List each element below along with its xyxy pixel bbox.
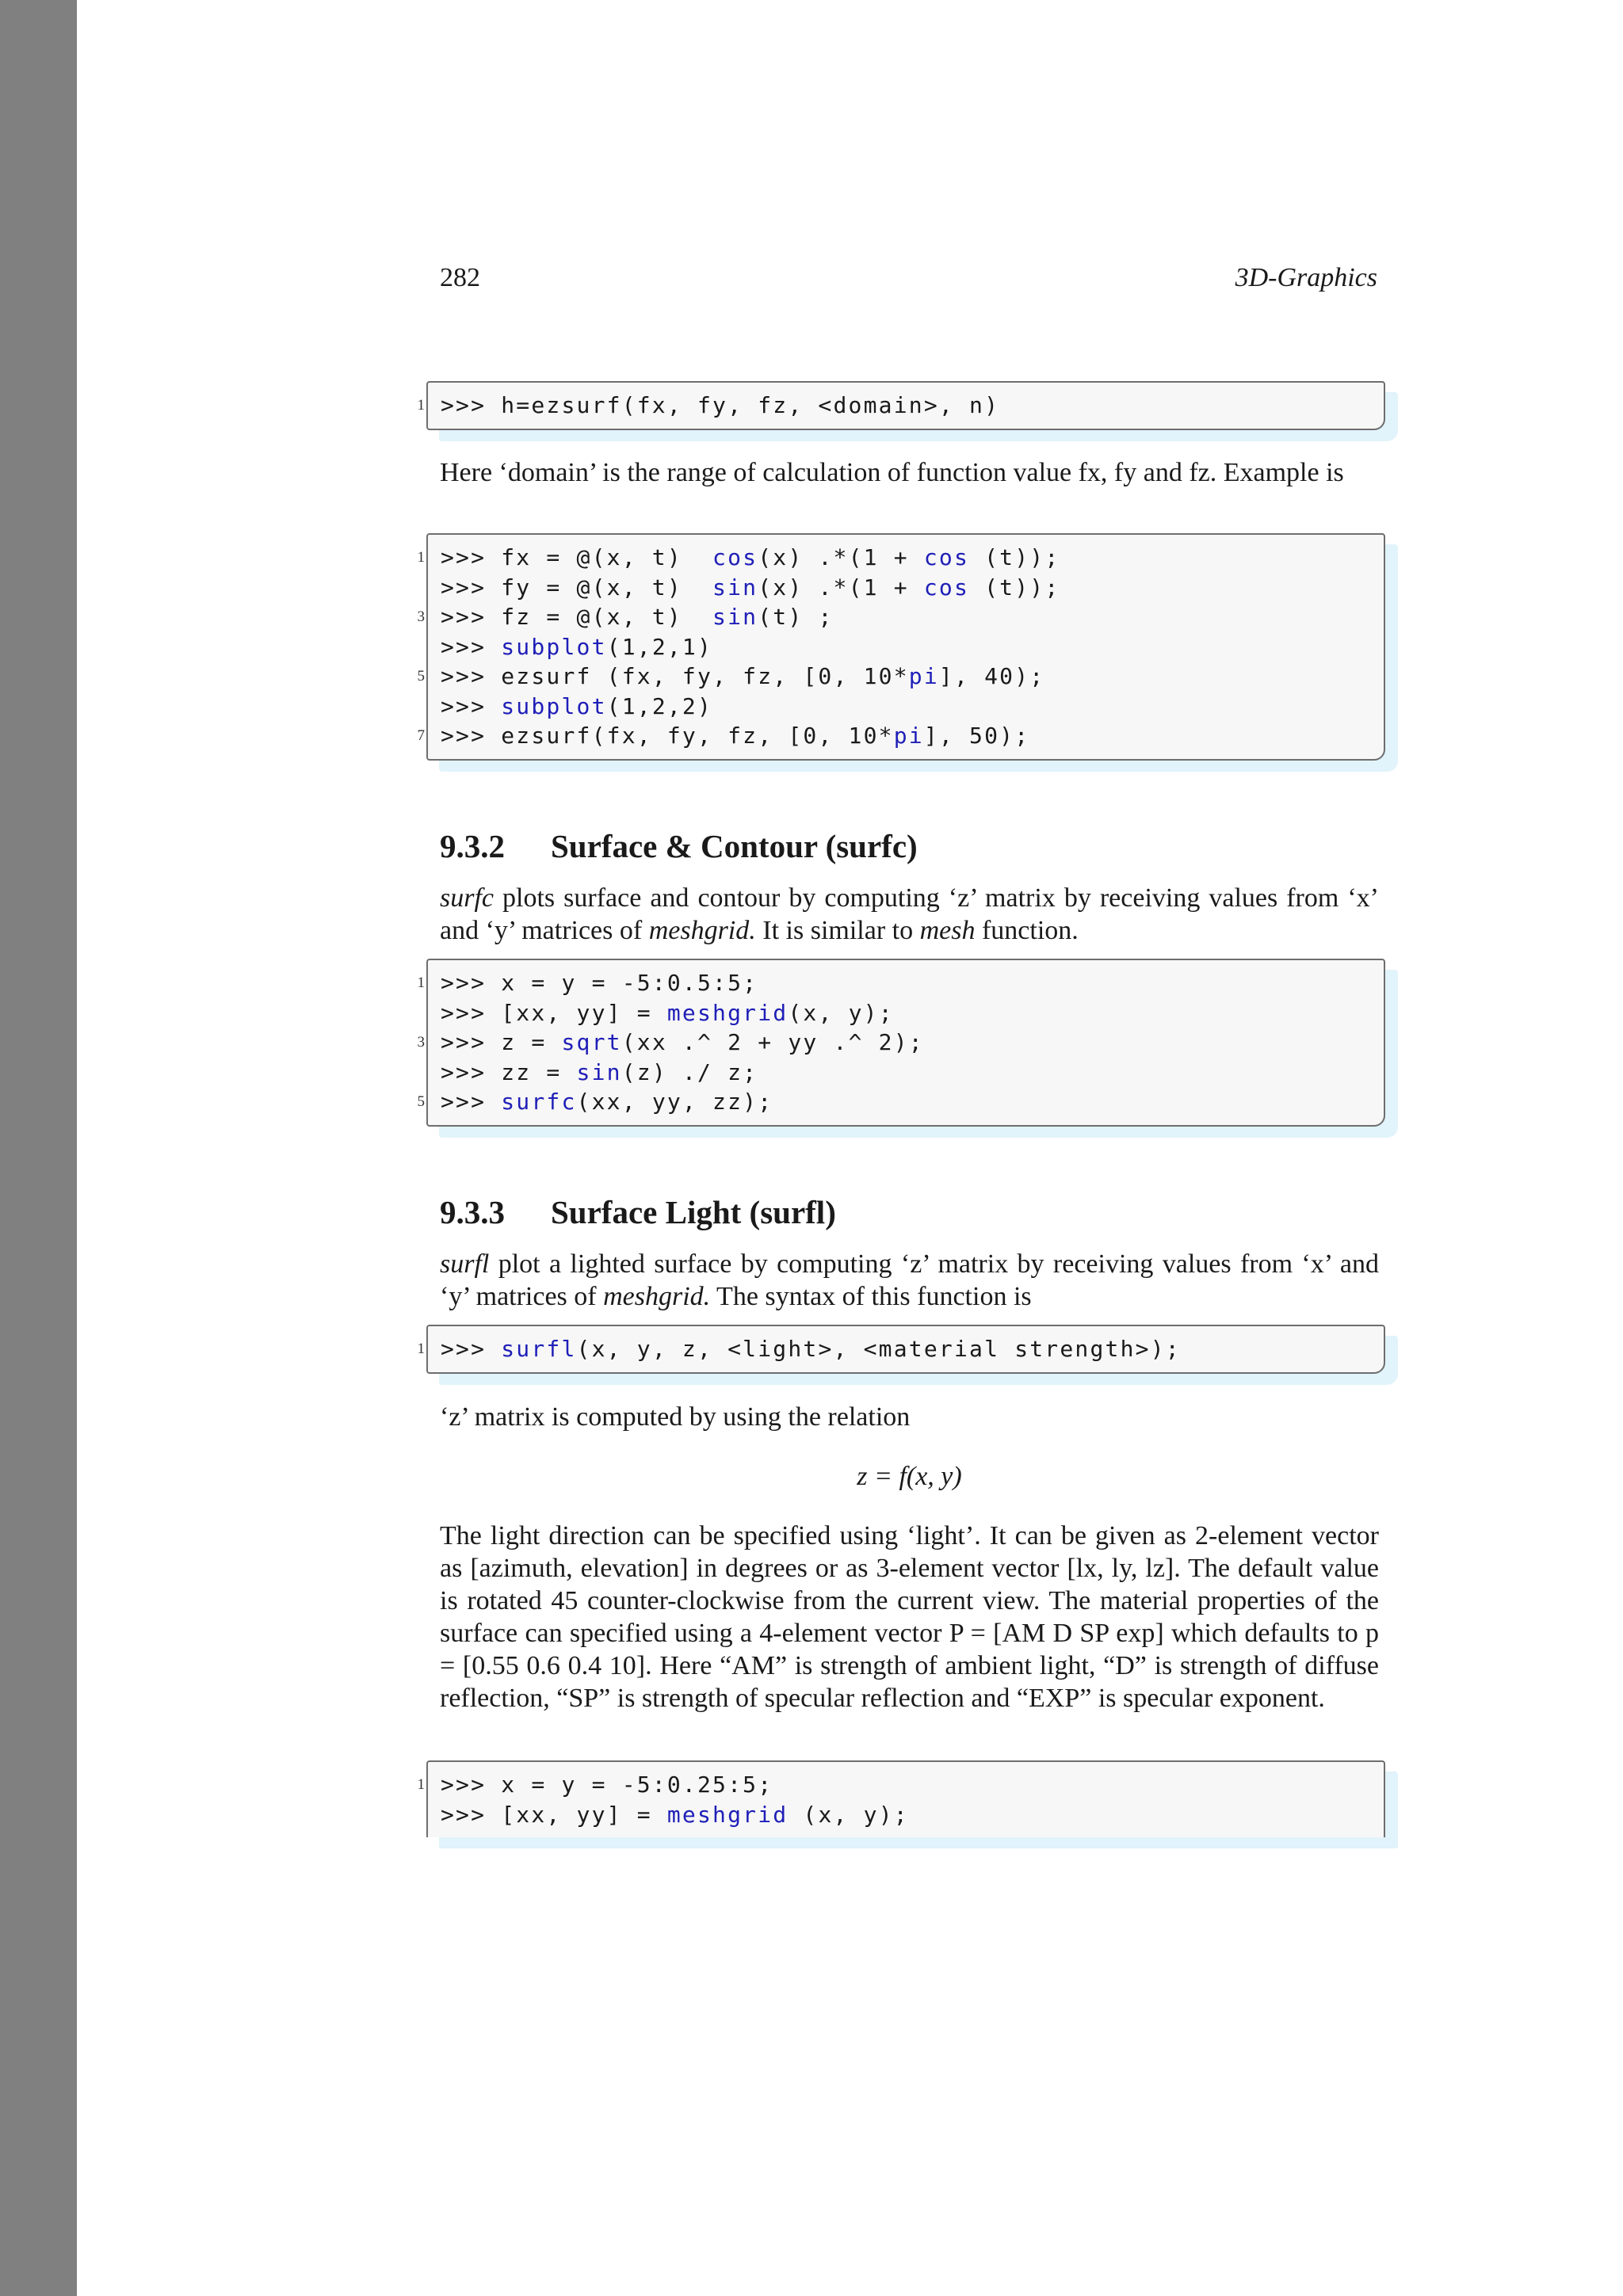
body-text: plots surface and contour by computing ‘z’ matrix by receiving values from ‘x’ and ‘y’ matrices of [440, 883, 1379, 945]
section-heading-surfc [440, 827, 918, 865]
code-line [441, 1800, 1384, 1830]
body-text: It is similar to [755, 916, 920, 945]
code-text: >>> zz = [441, 1058, 577, 1085]
code-keyword: cos [923, 544, 970, 570]
line-number: 1 [417, 974, 425, 991]
line-number: 3 [417, 1034, 425, 1051]
line-number: 1 [417, 1341, 425, 1357]
section-title: Surface & Contour (surfc) [551, 828, 918, 864]
code-text: (x, y); [788, 999, 894, 1026]
code-keyword: sin [712, 574, 758, 601]
section-number: 9.3.2 [440, 828, 505, 864]
code-line [441, 632, 1384, 662]
code-text: >>> [xx, yy] = [441, 1801, 667, 1828]
equation: z = f(x, y) [857, 1462, 962, 1491]
line-number: 1 [417, 397, 425, 414]
code-line [417, 391, 1384, 421]
section-number: 9.3.3 [440, 1194, 505, 1230]
code-keyword: subplot [501, 633, 607, 660]
code-keyword: meshgrid [666, 1801, 789, 1828]
emphasis-text: mesh [919, 916, 976, 945]
paragraph-surfc [440, 882, 1379, 947]
paragraph-light: The light direction can be specified using ‘light’. It can be given as 2-element vector as [azimuth, elevation] in degrees or as 3-element vector [lx, ly, lz]. The default value is rotated 45 counter-clockwise from the current view. The material properties of the surface can specified using a 4-element vector P = [AM D SP exp] which defaults to p = [0.55 0.6 0.4 10]. Here “AM” is strength of ambient light, “D” is strength of diffuse reflection, “SP” is strength of specular reflection and “EXP” is specular exponent. [440, 1521, 1379, 1713]
code-text: >>> h=ezsurf(fx, fy, fz, <domain>, n) [441, 392, 1000, 418]
emphasis-text: meshgrid. [648, 916, 756, 945]
code-text: >>> x = y = -5:0.5:5; [441, 970, 758, 996]
code-text: (xx, yy, zz); [576, 1089, 773, 1115]
code-text: (x) .*(1 + [758, 544, 924, 570]
code-line [441, 998, 1384, 1028]
code-text: >>> ezsurf(fx, fy, fz, [0, 10* [441, 723, 894, 749]
page-gutter [0, 0, 77, 2296]
code-text: >>> [441, 633, 502, 660]
body-text: The syntax of this function is [710, 1282, 1032, 1311]
code-line [441, 1058, 1384, 1088]
code-text: (t)); [969, 574, 1060, 601]
code-text: (1,2,2) [606, 692, 713, 719]
emphasis-text: meshgrid. [603, 1282, 711, 1311]
code-text: >>> fx = @(x, t) [441, 544, 713, 570]
code-line [417, 721, 1384, 751]
emphasis-text: surfl [440, 1249, 490, 1279]
code-text: >>> [441, 692, 502, 719]
code-line [417, 1334, 1384, 1364]
code-block-surfc [417, 959, 1385, 1127]
code-keyword: pi [908, 663, 939, 689]
line-number: 7 [417, 727, 425, 744]
code-block-ezsurf-syntax [417, 381, 1385, 430]
code-keyword: sin [712, 604, 758, 630]
code-line [417, 1087, 1384, 1117]
code-text: (x, y); [788, 1801, 909, 1828]
code-keyword: pi [893, 723, 924, 749]
running-header-chapter: 3D-Graphics [1235, 263, 1377, 292]
code-text: >>> [441, 1089, 502, 1115]
code-line [417, 543, 1384, 573]
code-block-surfl-syntax [417, 1325, 1385, 1374]
body-text: function. [975, 916, 1079, 945]
code-keyword: cos [923, 574, 970, 601]
code-line [417, 1770, 1384, 1800]
code-keyword: sqrt [561, 1029, 622, 1055]
code-text: >>> [xx, yy] = [441, 999, 667, 1026]
code-line [417, 662, 1384, 692]
code-text: (1,2,1) [606, 633, 713, 660]
code-text: ], 50); [923, 723, 1030, 749]
paragraph-domain: Here ‘domain’ is the range of calculation of function value fx, fy and fz. Example is [440, 458, 1344, 487]
line-number: 3 [417, 608, 425, 625]
code-line [417, 602, 1384, 632]
code-text: >>> fy = @(x, t) [441, 574, 713, 601]
code-keyword: sin [576, 1058, 622, 1085]
code-text: ], 40); [938, 663, 1045, 689]
section-heading-surfl [440, 1193, 836, 1231]
code-text: >>> ezsurf (fx, fy, fz, [0, 10* [441, 663, 909, 689]
paragraph-zmatrix: ‘z’ matrix is computed by using the relation [440, 1402, 911, 1432]
code-text: (xx .^ 2 + yy .^ 2); [621, 1029, 924, 1055]
line-number: 1 [417, 549, 425, 566]
code-text: >>> [441, 1336, 502, 1362]
code-text: (z) ./ z; [621, 1058, 758, 1085]
code-keyword: subplot [501, 692, 607, 719]
code-line [417, 968, 1384, 998]
code-line [417, 1028, 1384, 1058]
emphasis-text: surfc [440, 883, 494, 913]
body-text: plot a lighted surface by computing ‘z’ matrix by receiving values from ‘x’ and ‘y’ matrices of [440, 1249, 1379, 1311]
code-text: >>> z = [441, 1029, 562, 1055]
code-block-ezsurf-example [417, 533, 1385, 761]
line-number: 1 [417, 1776, 425, 1793]
code-text: (t) ; [758, 604, 834, 630]
code-text: (t)); [969, 544, 1060, 570]
page-number: 282 [440, 263, 480, 292]
paragraph-surfl [440, 1248, 1379, 1313]
code-text: (x, y, z, <light>, <material strength>); [576, 1336, 1181, 1362]
code-text: >>> fz = @(x, t) [441, 604, 713, 630]
section-title: Surface Light (surfl) [551, 1194, 836, 1230]
line-number: 5 [417, 668, 425, 685]
code-keyword: cos [712, 544, 758, 570]
code-keyword: surfc [501, 1089, 577, 1115]
code-line [441, 573, 1384, 603]
code-text: (x) .*(1 + [758, 574, 924, 601]
code-keyword: surfl [501, 1336, 577, 1362]
code-text: >>> x = y = -5:0.25:5; [441, 1772, 773, 1798]
line-number: 5 [417, 1093, 425, 1110]
code-block-surfl-example [417, 1760, 1385, 1837]
code-keyword: meshgrid [666, 999, 789, 1026]
code-line [441, 692, 1384, 722]
